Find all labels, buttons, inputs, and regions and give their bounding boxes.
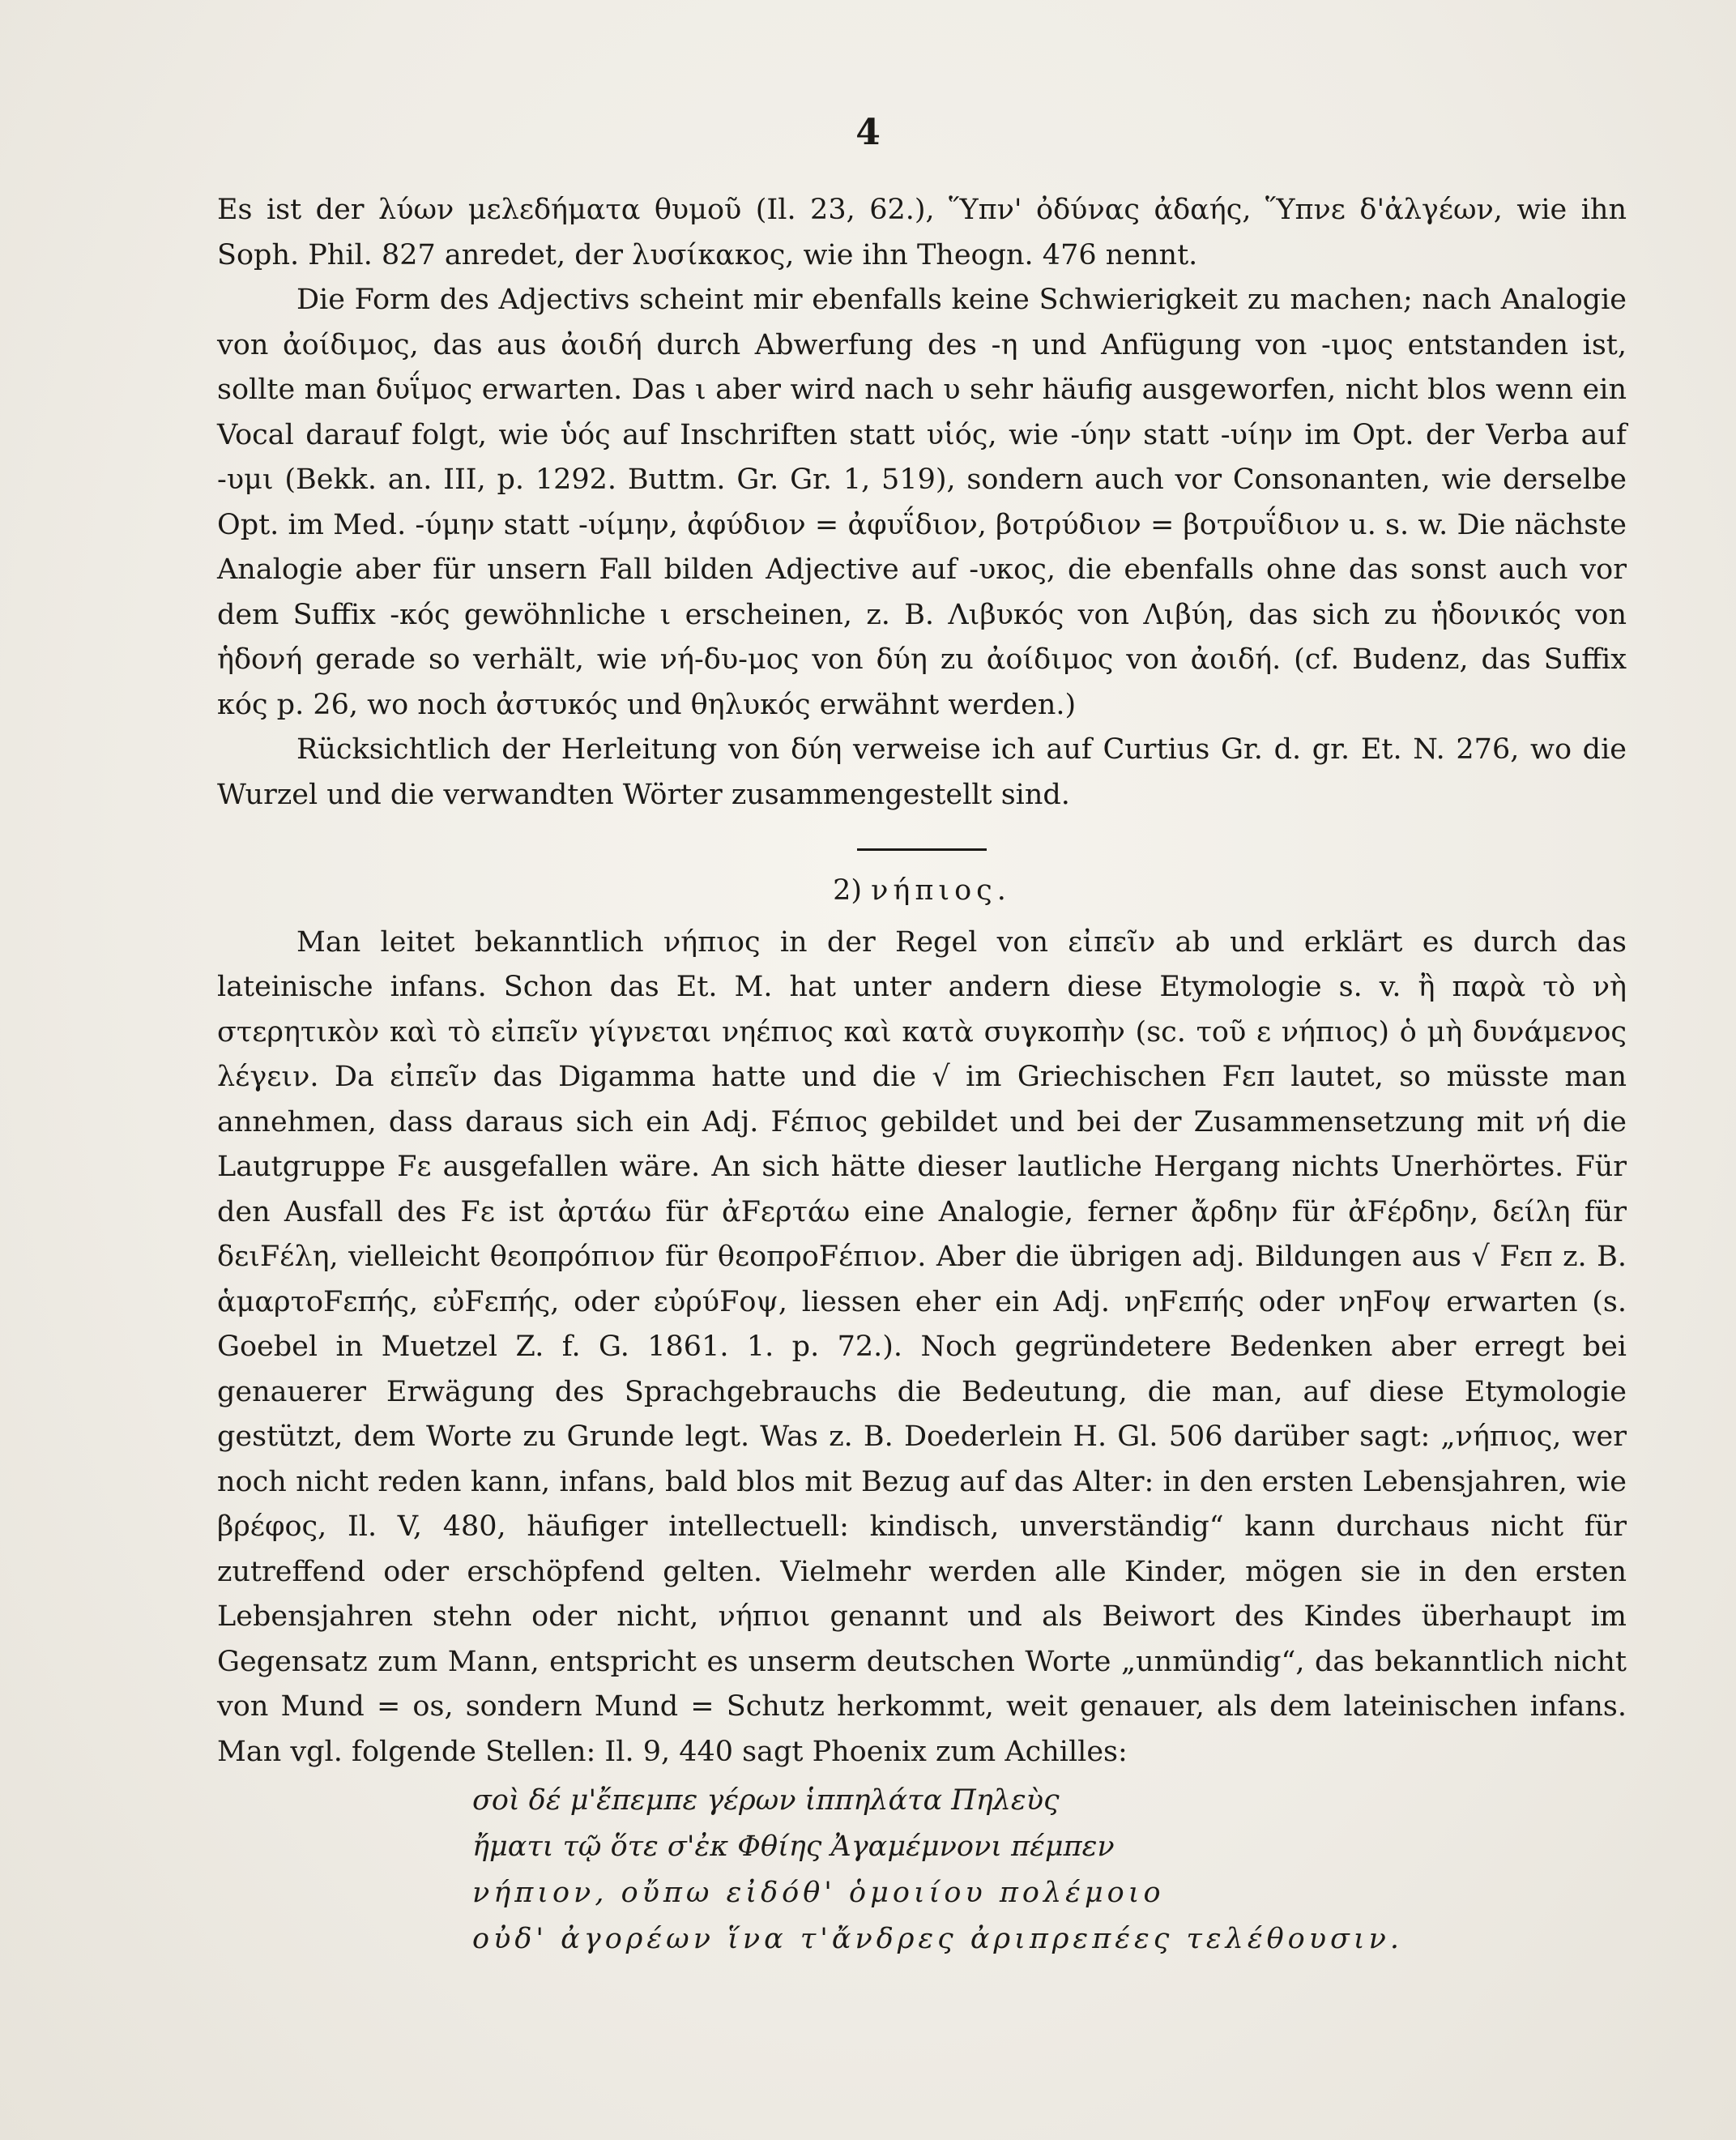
paragraph-3: Rücksichtlich der Herleitung von δύη verweise ich auf Curtius Gr. d. gr. Et. N. 276, wo die Wurzel und die verwandten Wörter zusammengestellt sind. [217, 733, 1627, 811]
verse-line-4: οὐδ' ἀγορέων ἵνα τ'ἄνδρες ἀριπρεπέες τελέθουσιν. [472, 1923, 1404, 1955]
section-heading [217, 869, 1627, 914]
body-text [217, 188, 1627, 1963]
paragraph-1: Es ist der λύων μελεδήματα θυμοῦ (Il. 23, 62.), Ὕπν' ὀδύνας ἀδαής, Ὕπνε δ'ἀλγέων, wie ihn Soph. Phil. 827 anredet, der λυσίκακος, wie ihn Theogn. 476 nennt. [217, 194, 1627, 271]
section-paragraph-1: Man leitet bekanntlich νήπιος in der Regel von εἰπεῖν ab und erklärt es durch das lateinische infans. Schon das Et. M. hat unter andern diese Etymologie s. v. ἢ παρὰ τὸ νὴ στερητικὸν καὶ τὸ εἰπεῖν γίγνεται νηέπιος καὶ κατὰ συγκοπὴν (sc. τοῦ ε νήπιος) ὁ μὴ δυνάμενος λέγειν. Da εἰπεῖν das Digamma hatte und die √ im Griechischen Fεπ lautet, so müsste man annehmen, dass daraus sich ein Adj. Fέπιος gebildet und bei der Zusammensetzung mit νή die Lautgruppe Fε ausgefallen wäre. An sich hätte dieser lautliche Hergang nichts Unerhörtes. Für den Ausfall des Fε ist ἀρτάω für ἀFερτάω eine Analogie, ferner ἄρδην für ἀFέρδην, δείλη für δειFέλη, vielleicht θεοπρόπιον für θεοπροFέπιον. Aber die übrigen adj. Bildungen aus √ Fεπ z. B. ἁμαρτοFεπής, εὐFεπής, oder εὐρύFοψ, liessen eher ein Adj. νηFεπής oder νηFοψ erwarten (s. Goebel in Muetzel Z. f. G. 1861. 1. p. 72.). Noch gegründetere Bedenken aber erregt bei genauerer Erwägung des Sprachgebrauchs die Bedeutung, die man, auf diese Etymologie gestützt, dem Worte zu Grunde legt. Was z. B. Doederlein H. Gl. 506 darüber sagt: „νήπιος, wer noch nicht reden kann, infans, bald blos mit Bezug auf das Alter: in den ersten Lebensjahren, wie βρέφος, Il. V, 480, häufiger intellectuell: kindisch, unverständig“ kann durchaus nicht für zutreffend oder erschöpfend gelten. Vielmehr werden alle Kinder, mögen sie in den ersten Lebensjahren stehn oder nicht, νήπιοι genannt und als Beiwort des Kindes überhaupt im Gegensatz zum Mann, entspricht es unserm deutschen Worte „unmündig“, das bekanntlich nicht von Mund = os, sondern Mund = Schutz herkommt, weit genauer, als dem lateinischen infans. Man vgl. folgende Stellen: Il. 9, 440 sagt Phoenix zum Achilles: [217, 925, 1627, 1768]
section-number: 2) [833, 874, 862, 907]
page-number: 4 [855, 112, 881, 153]
verse-line-1: σοὶ δέ μ'ἔπεμπε γέρων ἱππηλάτα Πηλεὺς [472, 1784, 1060, 1817]
verse-line-2: ἤματι τῷ ὅτε σ'ἐκ Φθίης Ἀγαμέμνονι πέμπεν [472, 1830, 1115, 1863]
verse-quotation [472, 1778, 1627, 1963]
section-divider [857, 848, 987, 851]
section-title: νήπιος. [871, 874, 1011, 907]
verse-line-3: νήπιον, οὔπω εἰδόθ' ὁμοιίου πολέμοιο [472, 1877, 1165, 1909]
paragraph-2: Die Form des Adjectivs scheint mir ebenfalls keine Schwierigkeit zu machen; nach Analogie von ἀοίδιμος, das aus ἀοιδή durch Abwerfung des -η und Anfügung von -ιμος entstanden ist, sollte man δυΐμος erwarten. Das ι aber wird nach υ sehr häufig ausgeworfen, nicht blos wenn ein Vocal darauf folgt, wie ὑός auf Inschriften statt υἱός, wie -ύην statt -υίην im Opt. der Verba auf -υμι (Bekk. an. III, p. 1292. Buttm. Gr. Gr. 1, 519), sondern auch vor Consonanten, wie derselbe Opt. im Med. -ύμην statt -υίμην, ἀφύδιον = ἀφυΐδιον, βοτρύδιον = βοτρυΐδιον u. s. w. Die nächste Analogie aber für unsern Fall bilden Adjective auf -υκος, die ebenfalls ohne das sonst auch vor dem Suffix -κός gewöhnliche ι erscheinen, z. B. Λιβυκός von Λιβύη, das sich zu ἡδονικός von ἡδονή gerade so verhält, wie νή-δυ-μος von δύη zu ἀοίδιμος von ἀοιδή. (cf. Budenz, das Suffix κός p. 26, wo noch ἀστυκός und θηλυκός erwähnt werden.) [217, 284, 1627, 721]
